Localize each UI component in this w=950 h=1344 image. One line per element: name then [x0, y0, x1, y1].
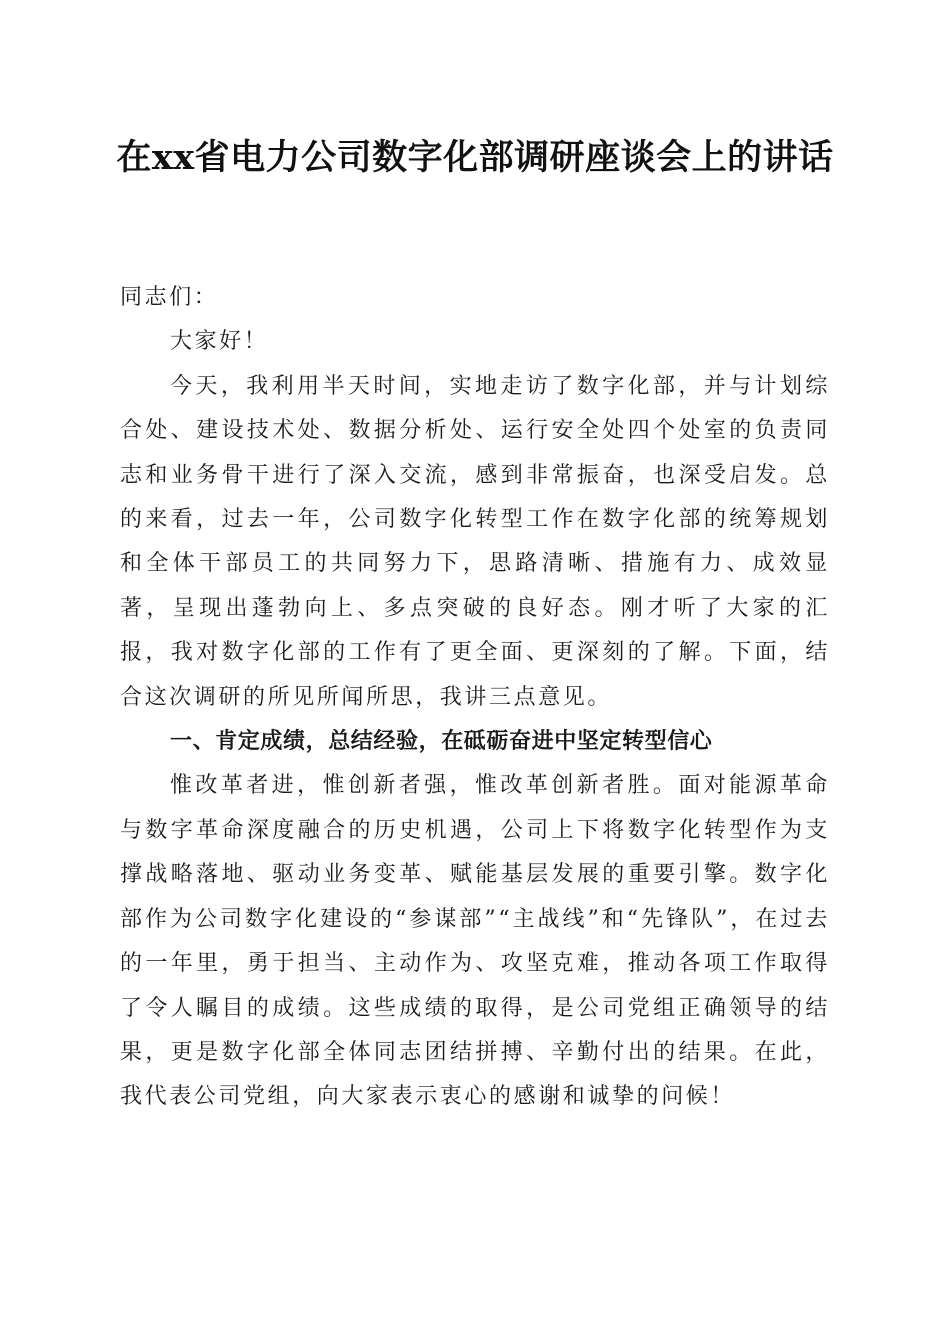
section-heading: 一、肯定成绩，总结经验，在砥砺奋进中坚定转型信心	[170, 729, 713, 755]
paragraph-intro: 今天，我利用半天时间，实地走访了数字化部，并与计划综合处、建设技术处、数据分析处、运行安全处四个处室的负责同志和业务骨干进行了深入交流，感到非常振奋，也深受启发。总的来看，过去一年，公司数字化转型工作在数字化部的统筹规划和全体干部员工的共同努力下，思路清晰、措施有力、成效显著，呈现出蓬勃向上、多点突破的良好态。刚才听了大家的汇报，我对数字化部的工作有了更全面、更深刻的了解。下面，结合这次调研的所见所闻所思，我讲三点意见。	[120, 373, 830, 710]
document-body	[120, 276, 830, 1120]
paragraph-achievements: 惟改革者进，惟创新者强，惟改革创新者胜。面对能源革命与数字革命深度融合的历史机遇，公司上下将数字化转型作为支撑战略落地、驱动业务变革、赋能基层发展的重要引擎。数字化部作为公司数字化建设的“参谋部”“主战线”和“先锋队”，在过去的一年里，勇于担当、主动作为、攻坚克难，推动各项工作取得了令人瞩目的成绩。这些成绩的取得，是公司党组正确领导的结果，更是数字化部全体同志团结拼搏、辛勤付出的结果。在此，我代表公司党组，向大家表示衷心的感谢和诚挚的问候！	[120, 773, 830, 1110]
document-title: 在xx省电力公司数字化部调研座谈会上的讲话	[116, 137, 834, 178]
greeting: 大家好！	[170, 329, 269, 355]
salutation: 同志们：	[120, 285, 219, 310]
